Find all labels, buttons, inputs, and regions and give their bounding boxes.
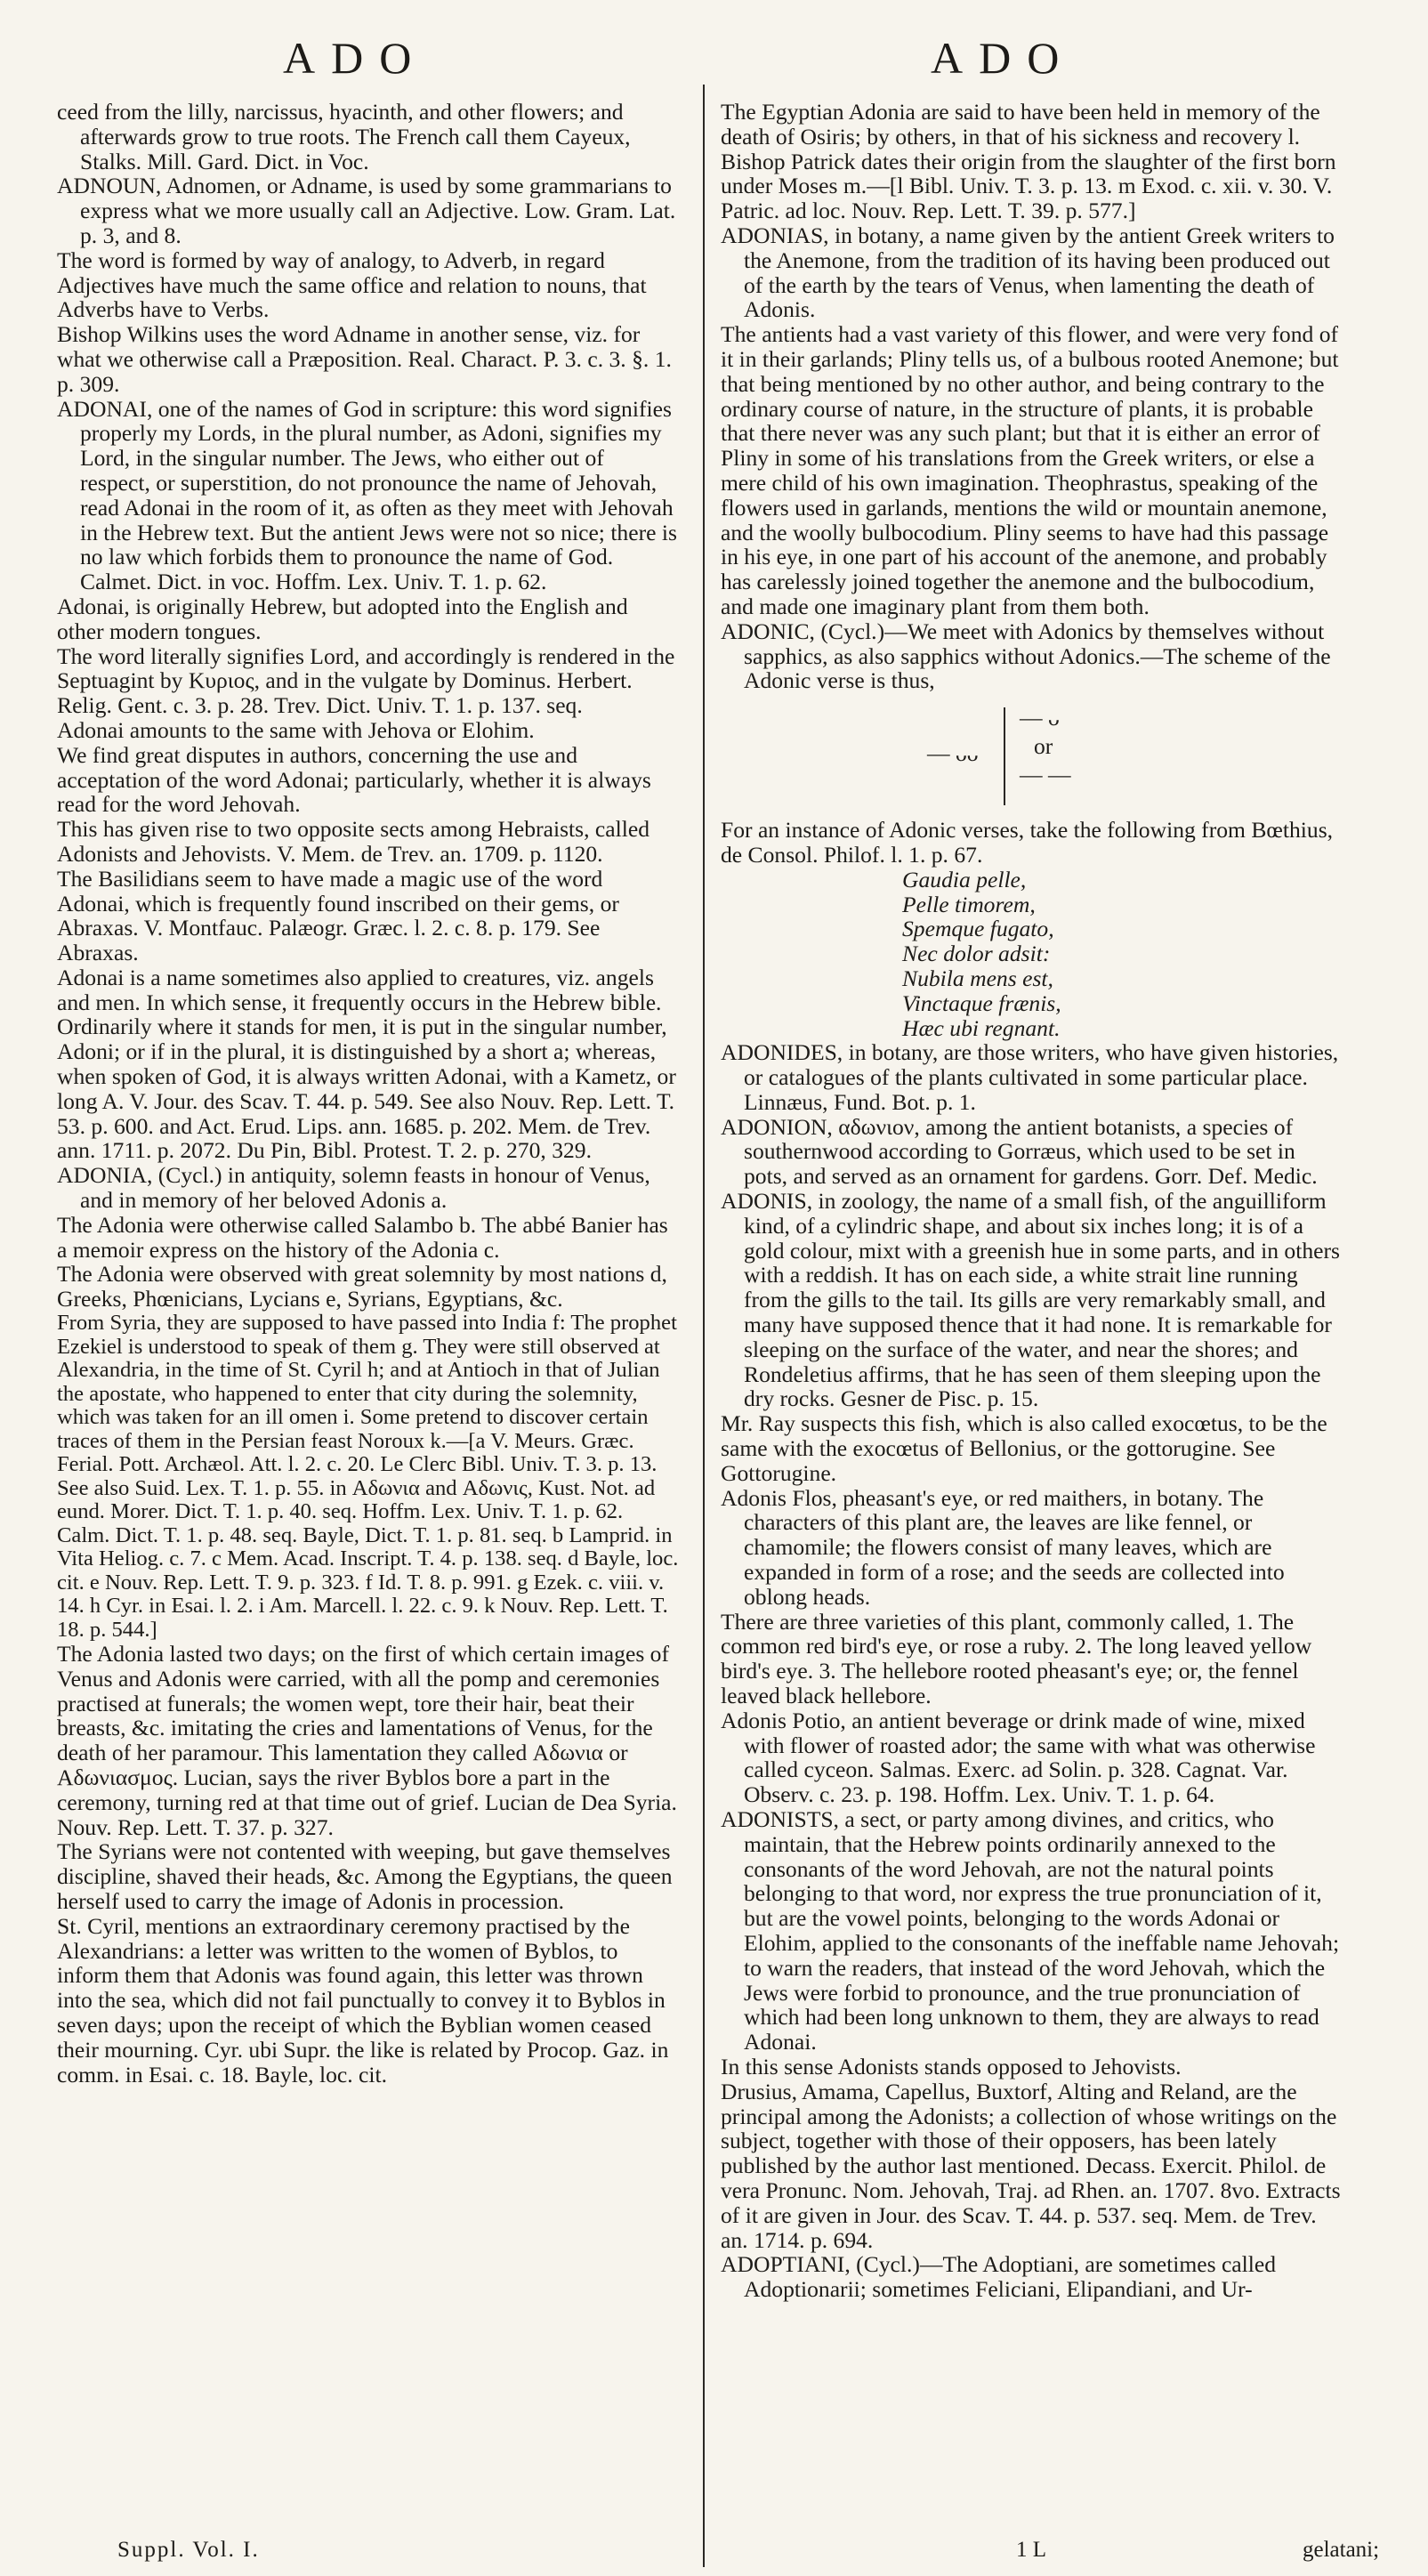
entry-paragraph: The Egyptian Adonia are said to have been held in memory of the death of Osiris; by others, in that of his sickness and recovery l. Bishop Patrick dates their origin from the slaughter of the first born under Moses m.—[l Bibl. Univ. T. 3. p. 13. m Exod. c. xii. v. 30. V. Patric. ad loc. Nouv. Rep. Lett. T. 39. p. 577.] — [721, 99, 1336, 224]
poem-line: Spemque fugato, — [902, 916, 1054, 942]
entry-paragraph: We find great disputes in authors, concerning the use and acceptation of the word Adonai; particularly, whether it is always read for the word Jehovah. — [57, 741, 651, 818]
entry-paragraph: Adonai is a name sometimes also applied to creatures, viz. angels and men. In which sense, it frequently occurs in the Hebrew bible. — [57, 964, 662, 1015]
verse-scheme-top: — ᴗ — [1020, 705, 1060, 731]
entry-paragraph: Bishop Wilkins uses the word Adname in another sense, viz. for what we otherwise call a Præposition. Real. Charact. P. 3. c. 3. §. 1. p. 309. — [57, 321, 672, 397]
verse-scheme-left: — ᴗᴗ — [927, 740, 979, 767]
volume-label: Suppl. Vol. I. — [117, 2538, 260, 2562]
entry-paragraph: The Adonia were otherwise called Salambo b. The abbé Banier has a memoir express on the history of the Adonia c. — [57, 1211, 668, 1263]
entry-paragraph: Drusius, Amama, Capellus, Buxtorf, Alting and Reland, are the principal among the Adonists; a collection of whose writings on the subject, together with those of their opposers, has been lately published by the author last mentioned. Decass. Exercit. Philol. de vera Pronunc. Nom. Jehovah, Traj. ad Rhen. an. 1707. 8vo. Extracts of it are given in Jour. des Scav. T. 44. p. 537. seq. Mem. de Trev. an. 1714. p. 694. — [721, 2078, 1341, 2253]
poem-line: Nec dolor adsit: — [902, 941, 1051, 967]
poem-line: Hæc ubi regnant. — [902, 1014, 1061, 1041]
poem-line: Gaudia pelle, — [902, 866, 1027, 892]
entry-paragraph-footnotes: From Syria, they are supposed to have passed into India f: The prophet Ezekiel is understood to speak of them g. They were still observed at Alexandria, in the time of St. Cyril h; and at Antioch in that of Julian the apostate, who happened to enter that city during the solemnity, which was taken for an ill omen i. Some pretend to discover certain traces of them in the Persian feast Noroux k.—[a V. Meurs. Græc. Ferial. Pott. Archæol. Att. l. 2. c. 20. Le Clerc Bibl. Univ. T. 3. p. 13. See also Suid. Lex. T. 1. p. 55. in Αδωνια and Αδωνις, Kust. Not. ad eund. Morer. Dict. T. 1. p. 40. seq. Hoffm. Lex. Univ. T. 1. p. 62. Calm. Dict. T. 1. p. 48. seq. Bayle, Dict. T. 1. p. 81. seq. b Lamprid. in Vita Heliog. c. 7. c Mem. Acad. Inscript. T. 4. p. 138. seq. d Bayle, loc. cit. e Nouv. Rep. Lett. T. 9. p. 323. f Id. T. 8. p. 991. g Ezek. c. viii. v. 14. h Cyr. in Esai. l. 2. i Am. Marcell. l. 22. c. 9. k Nouv. Rep. Lett. T. 18. p. 544.] — [57, 1311, 679, 1642]
verse-scheme-bar — [1004, 707, 1005, 805]
entry-paragraph: ceed from the lilly, narcissus, hyacinth, and other flowers; and afterwards grow to true roots. The French call them Cayeux, Stalks. Mill. Gard. Dict. in Voc. — [57, 99, 631, 174]
entry-paragraph: The Adonia were observed with great solemnity by most nations d, Greeks, Phœnicians, Lycians e, Syrians, Egyptians, &c. — [57, 1261, 667, 1312]
entry-adonists: ADONISTS, a sect, or party among divines, and critics, who maintain, that the Hebrew points ordinarily annexed to the consonants of the word Jehovah, are not the natural points belonging to that word, nor express the true pronunciation of it, but are the vowel points, belonging to the words Adonai or Elohim, applied to the consonants of the ineffable name Jehovah; to warn the readers, that instead of the word Jehovah, which the Jews were forbid to pronounce, and the true pronunciation of which had been long unknown to them, they are always to read Adonai. — [721, 1806, 1340, 2055]
entry-adonis-potio: Adonis Potio, an antient beverage or drink made of wine, mixed with flower of roasted ador; the same with what was otherwise called cyceon. Salmas. Exerc. ad Solin. p. 328. Cagnat. Var. Observ. c. 23. p. 198. Hoffm. Lex. Univ. T. 1. p. 64. — [721, 1707, 1316, 1808]
entry-paragraph: The antients had a vast variety of this flower, and were very fond of it in their garlands; Pliny tells us, of a bulbous rooted Anemone; but that being mentioned by no other author, and being contrary to the ordinary course of nature, in the structure of plants, it is probable that there never was any such plant; but that it is either an error of Pliny in some of his translations from the Greek writers, or else a mere child of his own imagination. Theophrastus, speaking of the flowers used in garlands, mentions the wild or mountain anemone, and the woolly bulbocodium. Pliny seems to have had this passage in his eye, in one part of his account of the anemone, and probably has carelessly joined together the anemone and the bulbocodium, and made one imaginary plant from them both. — [721, 321, 1339, 619]
catchword: gelatani; — [1303, 2538, 1380, 2562]
entry-adonion: ADONION, αδωνιον, among the antient botanists, a species of southernwood according to Gorræus, which used to be set in pots, and served as an ornament for gardens. Gorr. Def. Medic. — [721, 1113, 1318, 1190]
running-head-right: ADO — [931, 33, 1076, 83]
entry-adonis-flos: Adonis Flos, pheasant's eye, or red maithers, in botany. The characters of this plant are, the leaves are like fennel, or chamomile; the flowers consist of many leaves, which are expanded in form of a rose; and the seeds are collected into oblong heads. — [721, 1484, 1285, 1610]
left-column — [57, 100, 680, 2087]
verse-scheme — [721, 697, 1343, 812]
poem-line: Pelle timorem, — [902, 891, 1036, 917]
verse-scheme-bottom: — — — [1020, 762, 1071, 788]
signature-mark: 1 L — [1016, 2538, 1047, 2562]
entry-adonias: ADONIAS, in botany, a name given by the antient Greek writers to the Anemone, from the tradition of its having been produced out of the earth by the tears of Venus, when lamenting the death of Adonis. — [721, 222, 1335, 323]
entry-paragraph: The Syrians were not contented with weeping, but gave themselves discipline, shaved their heads, &c. Among the Egyptians, the queen herself used to carry the image of Adonis in procession. — [57, 1838, 673, 1915]
entry-paragraph: Mr. Ray suspects this fish, which is also called exocœtus, to be the same with the exocœtus of Bellonius, or the gottorugine. See Gottorugine. — [721, 1410, 1327, 1486]
poem-line: Vinctaque frænis, — [902, 989, 1061, 1016]
entry-paragraph: Ordinarily where it stands for men, it is put in the singular number, Adoni; or if in the plural, it is distinguished by a short a; whereas, when spoken of God, it is always written Adonai, with a Kametz, or long A. V. Jour. des Scav. T. 44. p. 549. See also Nouv. Rep. Lett. T. 53. p. 600. and Act. Erud. Lips. ann. 1685. p. 202. Mem. de Trev. ann. 1711. p. 2072. Du Pin, Bibl. Protest. T. 2. p. 270, 329. — [57, 1013, 676, 1164]
entry-adnoun: ADNOUN, Adnomen, or Adname, is used by some grammarians to express what we more usually call an Adjective. Low. Gram. Lat. p. 3, and 8. — [57, 173, 676, 248]
verse-scheme-right — [1020, 704, 1071, 789]
entry-paragraph: The Basilidians seem to have made a magic use of the word Adonai, which is frequently found inscribed on their gems, or Abraxas. V. Montfauc. Palæogr. Græc. l. 2. c. 8. p. 179. See Abraxas. — [57, 865, 619, 966]
entry-paragraph: The Adonia lasted two days; on the first of which certain images of Venus and Adonis were carried, with all the pomp and ceremonies practised at funerals; the women wept, tore their hair, beat their breasts, &c. imitating the cries and lamentations of Venus, for the death of her paramour. This lamentation they called Αδωνια or Αδωνιασμος. Lucian, says the river Byblos bore a part in the ceremony, turning red at that time out of grief. Lucian de Dea Syria. Nouv. Rep. Lett. T. 37. p. 327. — [57, 1641, 677, 1840]
poem-line: Nubila mens est, — [902, 965, 1053, 991]
entry-paragraph: Adonai amounts to the same with Jehova or Elohim. — [57, 716, 535, 743]
entry-paragraph: The word is formed by way of analogy, to Adverb, in regard Adjectives have much the same office and relation to nouns, that Adverbs have to Verbs. — [57, 246, 647, 323]
entry-adonides: ADONIDES, in botany, are those writers, who have given histories, or catalogues of the plants cultivated in some particular place. Linnæus, Fund. Bot. p. 1. — [721, 1039, 1339, 1115]
entry-adonic: ADONIC, (Cycl.)—We meet with Adonics by themselves without sapphics, as also sapphics without Adonics.—The scheme of the Adonic verse is thus, — [721, 618, 1331, 694]
entry-paragraph: In this sense Adonists stands opposed to Jehovists. — [721, 2053, 1182, 2079]
running-head-left: ADO — [283, 33, 428, 83]
column-divider — [703, 85, 705, 2567]
entry-adoptiani: ADOPTIANI, (Cycl.)—The Adoptiani, are sometimes called Adoptionarii; sometimes Feliciani, Elipandiani, and Ur- — [721, 2251, 1277, 2303]
poem — [721, 868, 1343, 1041]
right-column — [721, 100, 1343, 2302]
verse-scheme-or: or — [1034, 733, 1053, 760]
entry-paragraph: Adonai, is originally Hebrew, but adopted into the English and other modern tongues. — [57, 593, 628, 644]
entry-paragraph: The word literally signifies Lord, and accordingly is rendered in the Septuagint by Κυριος, and in the vulgate by Dominus. Herbert. Relig. Gent. c. 3. p. 28. Trev. Dict. Univ. T. 1. p. 137. seq. — [57, 642, 675, 719]
entry-paragraph: This has given rise to two opposite sects among Hebraists, called Adonists and Jehovists. V. Mem. de Trev. an. 1709. p. 1120. — [57, 816, 650, 867]
entry-adonis: ADONIS, in zoology, the name of a small fish, of the anguilliform kind, of a cylindric shape, and about six inches long; it is of a gold colour, mixt with a greenish hue in some parts, and in others with a reddish. It has on each side, a white strait line running from the gills to the tail. Its gills are very remarkably small, and many have supposed thence that it had none. It is remarkable for sleeping on the surface of the water, and near the shores; and Rondeletius affirms, that he has seen of them sleeping upon the dry rocks. Gesner de Pisc. p. 15. — [721, 1188, 1340, 1412]
entry-paragraph: St. Cyril, mentions an extraordinary ceremony practised by the Alexandrians: a letter was written to the women of Byblos, to inform them that Adonis was found again, this letter was thrown into the sea, which did not fail punctually to convey it to Byblos in seven days; upon the receipt of which the Byblian women ceased their mourning. Cyr. ubi Supr. the like is related by Procop. Gaz. in comm. in Esai. c. 18. Bayle, loc. cit. — [57, 1912, 669, 2087]
entry-adonai: ADONAI, one of the names of God in scripture: this word signifies properly my Lords, in the plural number, as Adoni, signifies my Lord, in the singular number. The Jews, who either out of respect, or superstition, do not pronounce the name of Jehovah, read Adonai in the room of it, as often as they meet with Jehovah in the Hebrew text. But the antient Jews were not so nice; there is no law which forbids them to pronounce the name of God. Calmet. Dict. in voc. Hoffm. Lex. Univ. T. 1. p. 62. — [57, 395, 677, 595]
entry-adonia: ADONIA, (Cycl.) in antiquity, solemn feasts in honour of Venus, and in memory of her beloved Adonis a. — [57, 1162, 650, 1214]
entry-paragraph: There are three varieties of this plant, commonly called, 1. The common red bird's eye, or rose a ruby. 2. The long leaved yellow bird's eye. 3. The hellebore rooted pheasant's eye; or, the fennel leaved black hellebore. — [721, 1608, 1312, 1709]
entry-paragraph: For an instance of Adonic verses, take the following from Bœthius, de Consol. Philof. l. 1. p. 67. — [721, 817, 1334, 868]
